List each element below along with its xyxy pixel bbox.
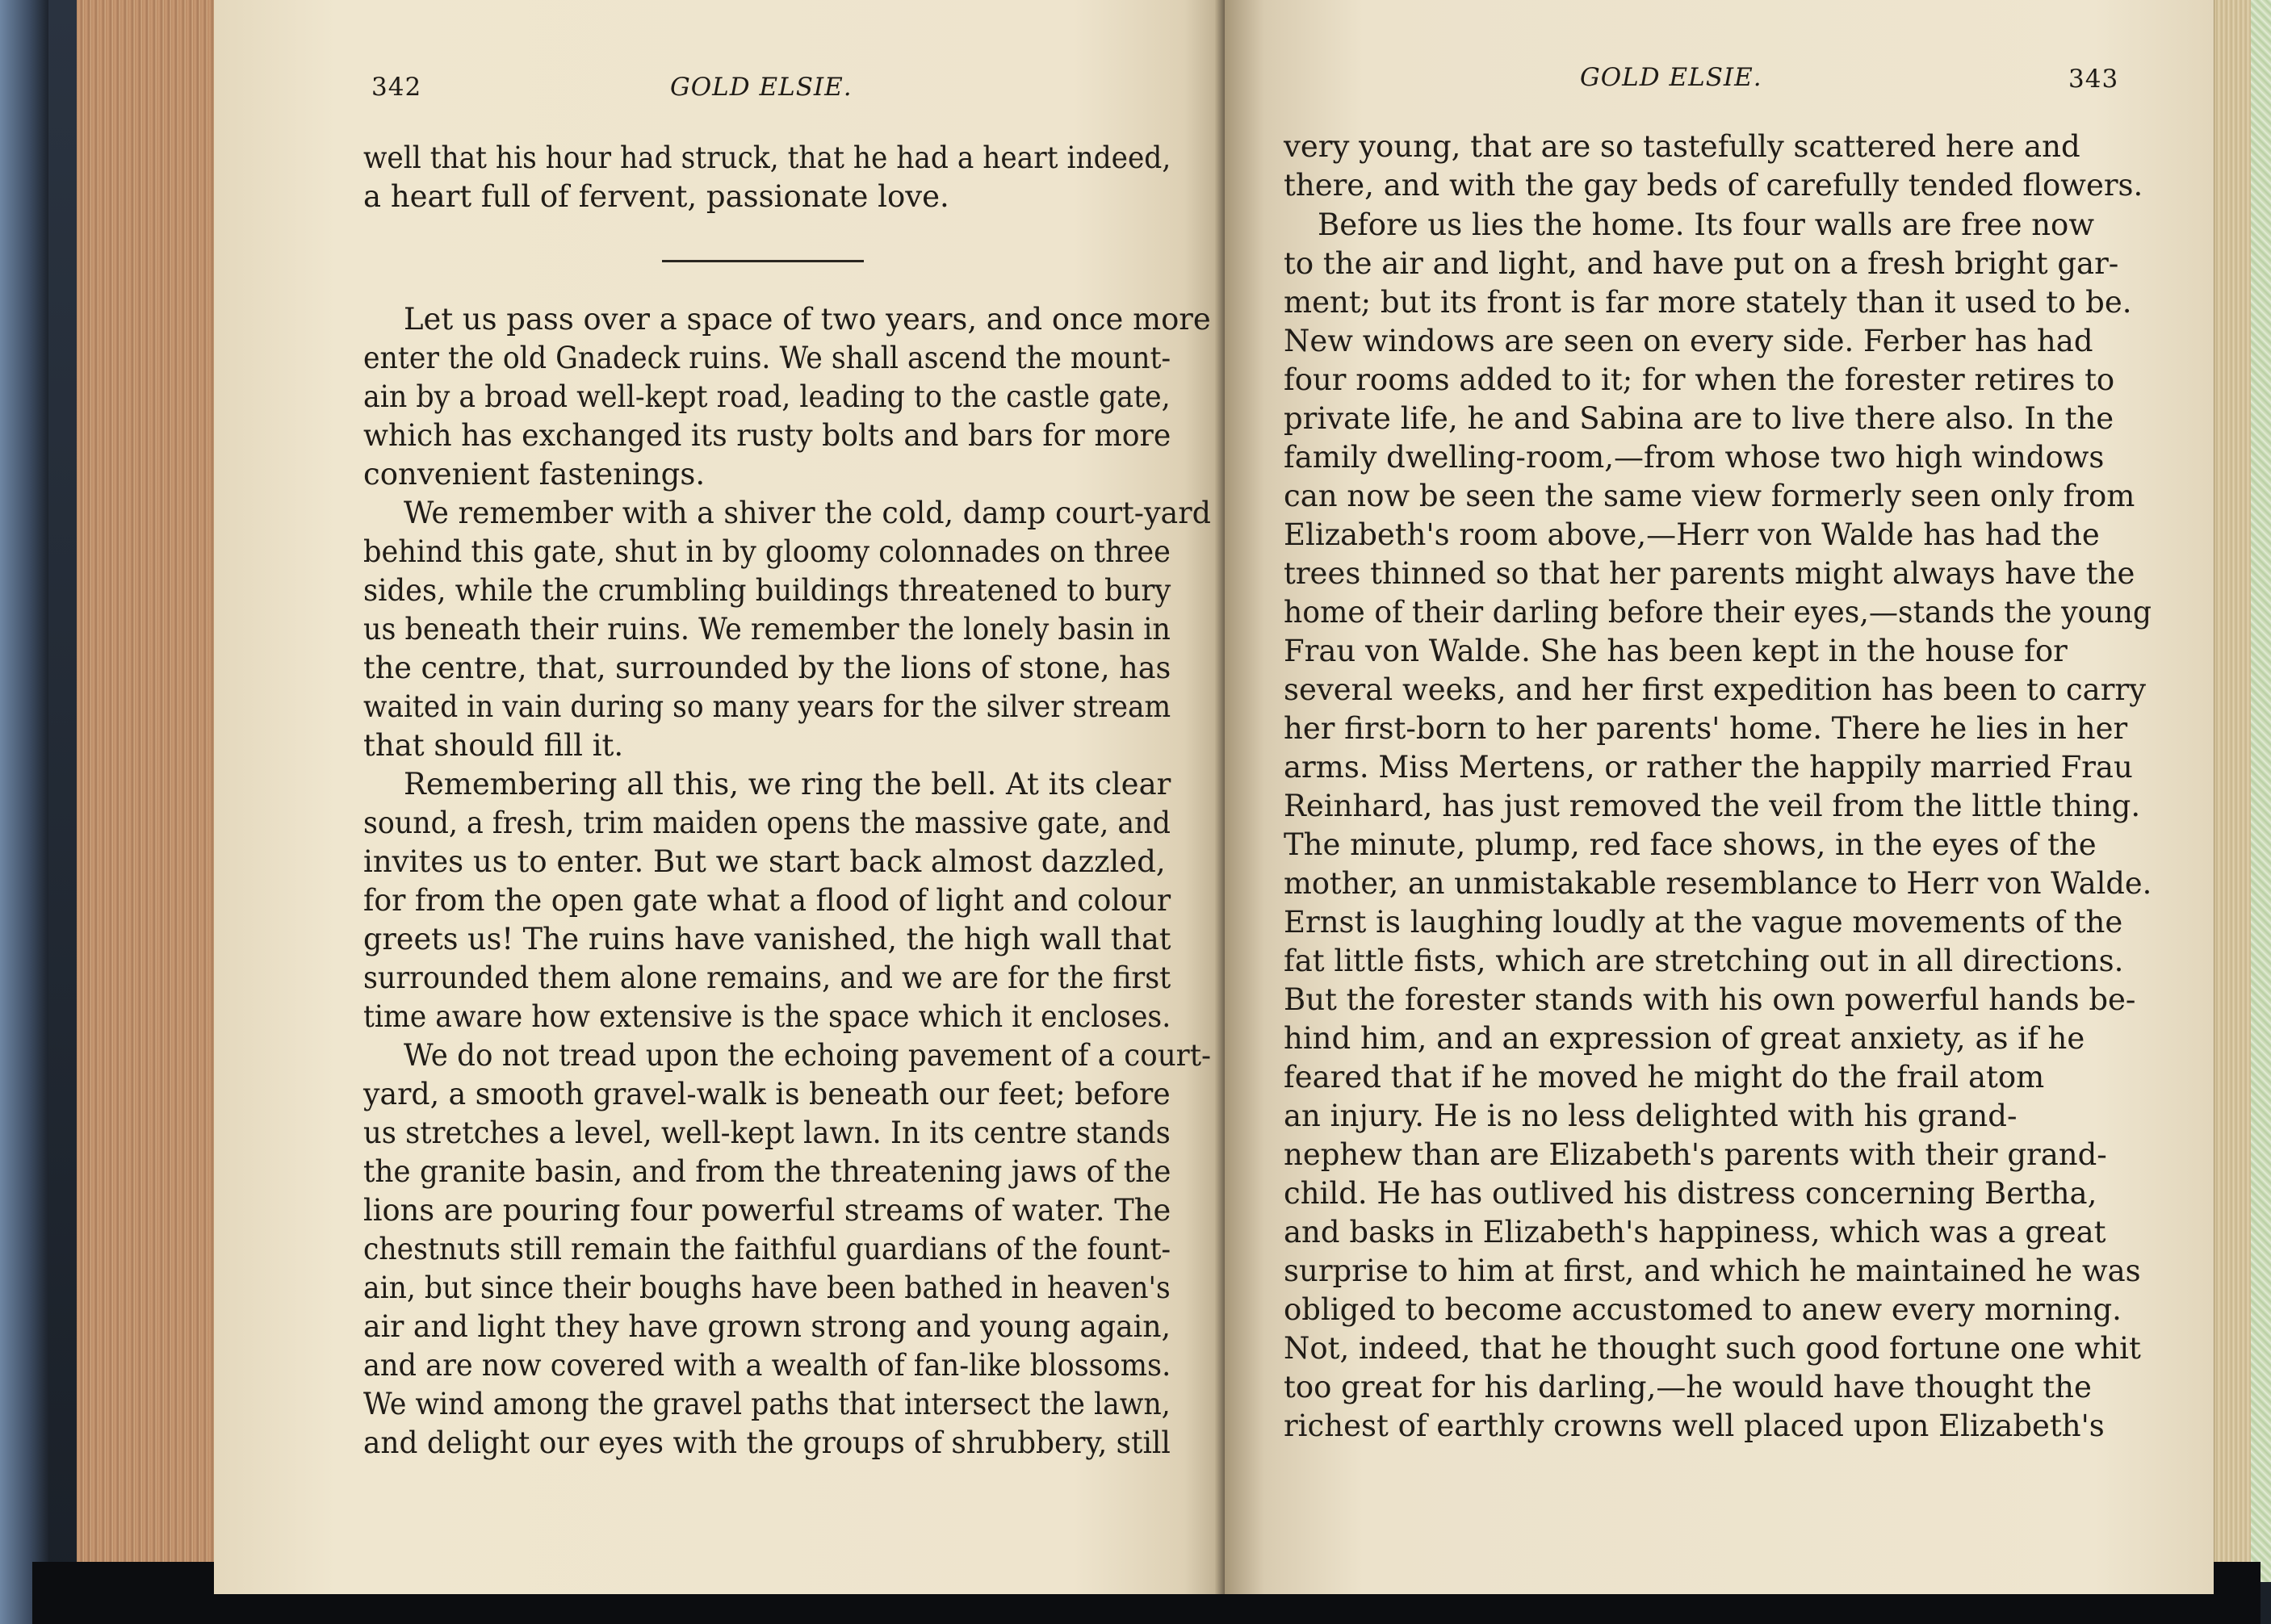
text-line: there, and with the gay beds of carefully tended flowers. [1284,168,2143,203]
text-line: We remember with a shiver the cold, damp court-yard [404,496,1211,530]
text-line: Ernst is laughing loudly at the vague movements of the [1284,905,2123,940]
text-line: air and light they have grown strong and young again, [363,1309,1171,1344]
text-line: behind this gate, shut in by gloomy colonnades on three [363,534,1171,569]
text-line: four rooms added to it; for when the forester retires to [1284,362,2115,397]
left-page-number: 342 [371,73,422,102]
text-line: to the air and light, and have put on a fresh bright gar- [1284,246,2119,281]
text-line: nephew than are Elizabeth's parents with their grand- [1284,1137,2107,1172]
text-line: and basks in Elizabeth's happiness, which was a great [1284,1215,2106,1249]
text-line: the centre, that, surrounded by the lions of stone, has [363,651,1171,685]
text-line: home of their darling before their eyes,—stands the young [1284,595,2152,630]
text-line: mother, an unmistakable resemblance to Herr von Walde. [1284,866,2152,901]
text-line: surprise to him at first, and which he maintained he was [1284,1254,2141,1288]
text-line: trees thinned so that her parents might always have the [1284,556,2135,591]
text-line: an injury. He is no less delighted with his grand- [1284,1099,2018,1133]
text-line: We wind among the gravel paths that intersect the lawn, [363,1387,1171,1421]
right-page [1225,0,2214,1594]
text-line: very young, that are so tastefully scattered here and [1284,129,2080,164]
text-line: a heart full of fervent, passionate love. [363,179,949,214]
text-line: her first-born to her parents' home. There he lies in her [1284,711,2128,746]
text-line: ain, but since their boughs have been bathed in heaven's [363,1270,1171,1305]
right-page-edges [2212,0,2251,1590]
text-line: Before us lies the home. Its four walls are free now [1318,207,2094,242]
text-line: The minute, plump, red face shows, in the eyes of the [1284,827,2097,862]
text-line: us beneath their ruins. We remember the lonely basin in [363,612,1171,647]
left-running-title: GOLD ELSIE. [670,73,853,102]
text-line: Elizabeth's room above,—Herr von Walde has had the [1284,517,2100,552]
text-line: sound, a fresh, trim maiden opens the massive gate, and [363,806,1171,840]
text-line: richest of earthly crowns well placed upon Elizabeth's [1284,1408,2105,1443]
text-line: chestnuts still remain the faithful guardians of the fount- [363,1232,1171,1266]
right-running-title: GOLD ELSIE. [1580,63,1762,92]
text-line: for from the open gate what a flood of light and colour [363,883,1171,918]
text-line: Let us pass over a space of two years, and once more [404,302,1211,337]
text-line: several weeks, and her first expedition has been to carry [1284,672,2147,707]
text-line: enter the old Gnadeck ruins. We shall ascend the mount- [363,341,1171,375]
text-line: ment; but its front is far more stately than it used to be. [1284,285,2132,320]
text-line: child. He has outlived his distress concerning Bertha, [1284,1176,2097,1211]
text-line: hind him, and an expression of great anxiety, as if he [1284,1021,2085,1056]
text-line: too great for his darling,—he would have thought the [1284,1370,2092,1404]
text-line: feared that if he moved he might do the frail atom [1284,1060,2045,1095]
text-line: yard, a smooth gravel-walk is beneath our feet; before [363,1077,1171,1111]
text-line: can now be seen the same view formerly seen only from [1284,479,2135,513]
text-line: greets us! The ruins have vanished, the high wall that [363,922,1171,956]
left-page [214,0,1225,1594]
text-line: time aware how extensive is the space which it encloses. [363,999,1171,1034]
text-line: fat little fists, which are stretching out in all directions. [1284,944,2124,978]
text-line: Reinhard, has just removed the veil from the little thing. [1284,789,2141,823]
text-line: invites us to enter. But we start back almost dazzled, [363,844,1166,879]
text-line: arms. Miss Mertens, or rather the happily married Frau [1284,750,2133,785]
left-page-edges [77,0,227,1594]
text-line: family dwelling-room,—from whose two high windows [1284,440,2105,475]
text-line: and are now covered with a wealth of fan-like blossoms. [363,1348,1171,1383]
text-line: Remembering all this, we ring the bell. At its clear [404,767,1171,802]
text-line: and delight our eyes with the groups of shrubbery, still [363,1425,1171,1460]
text-line: obliged to become accustomed to anew every morning. [1284,1292,2122,1327]
text-line: New windows are seen on every side. Ferber has had [1284,324,2093,358]
text-line: But the forester stands with his own powerful hands be- [1284,982,2136,1017]
text-line: waited in vain during so many years for the silver stream [363,689,1171,724]
text-line: Frau von Walde. She has been kept in the house for [1284,634,2068,668]
text-line: the granite basin, and from the threatening jaws of the [363,1154,1171,1189]
text-line: convenient fastenings. [363,457,706,492]
text-line: that should fill it. [363,728,624,763]
text-line: which has exchanged its rusty bolts and bars for more [363,418,1171,453]
text-line: surrounded them alone remains, and we are for the first [363,961,1171,995]
text-line: Not, indeed, that he thought such good fortune one whit [1284,1331,2141,1366]
text-line: We do not tread upon the echoing pavement of a court- [404,1038,1212,1073]
text-line: ain by a broad well-kept road, leading to the castle gate, [363,379,1171,414]
text-line: sides, while the crumbling buildings threatened to bury [363,573,1171,608]
text-line: private life, he and Sabina are to live there also. In the [1284,401,2114,436]
right-page-number: 343 [2068,65,2119,94]
section-divider [662,260,864,262]
scanner-edge [0,0,48,1624]
text-line: us stretches a level, well-kept lawn. In its centre stands [363,1115,1171,1150]
text-line: well that his hour had struck, that he had a heart indeed, [363,140,1171,175]
text-line: lions are pouring four powerful streams of water. The [363,1193,1171,1228]
